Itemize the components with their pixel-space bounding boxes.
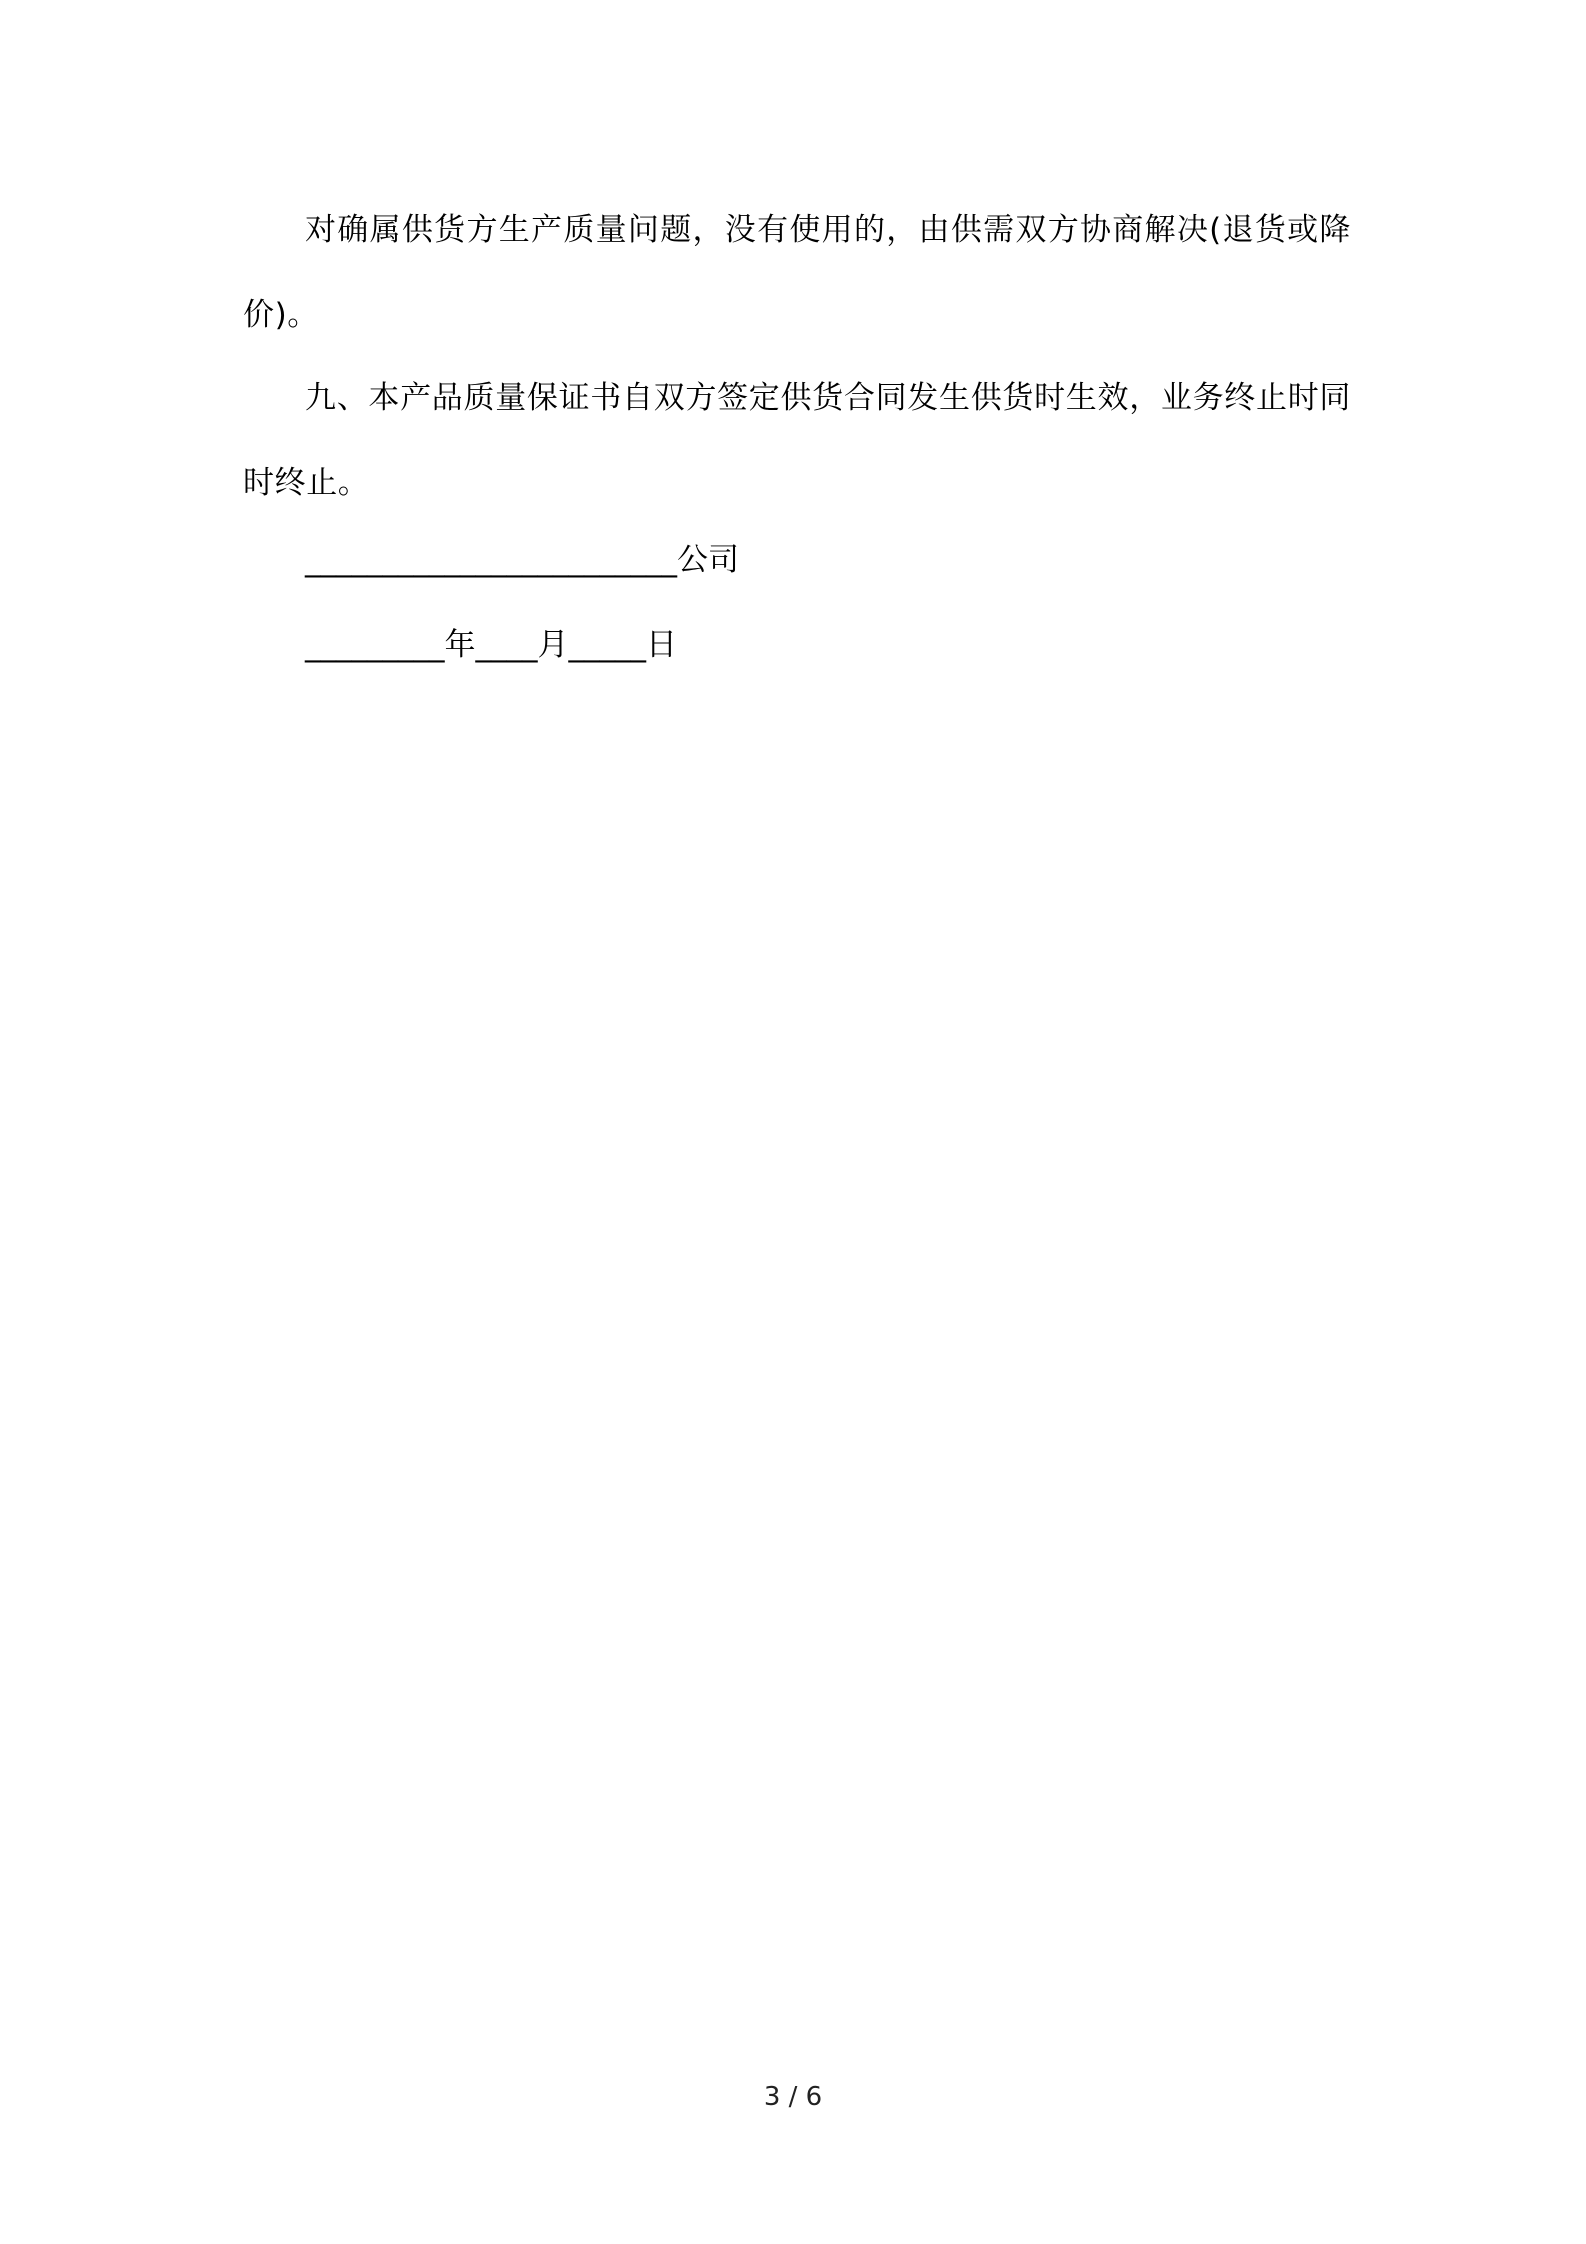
day-label: 日	[646, 627, 677, 663]
company-suffix: 公司	[677, 542, 739, 578]
paragraph-clause-nine: 九、本产品质量保证书自双方签定供货合同发生供货时生效，业务终止时同时终止。	[243, 380, 1351, 501]
year-blank: _________	[305, 627, 445, 663]
day-blank: _____	[568, 627, 646, 663]
company-name-blank: ________________________	[305, 542, 677, 578]
page-number: 3 / 6	[763, 2082, 823, 2112]
date-line	[305, 625, 677, 665]
paragraph-return-terms: 对确属供货方生产质量问题，没有使用的，由供需双方协商解决(退货或降价)。	[243, 212, 1351, 333]
company-signature-line	[305, 540, 739, 580]
month-blank: ____	[475, 627, 538, 663]
month-label: 月	[537, 627, 569, 663]
year-label: 年	[444, 627, 476, 663]
